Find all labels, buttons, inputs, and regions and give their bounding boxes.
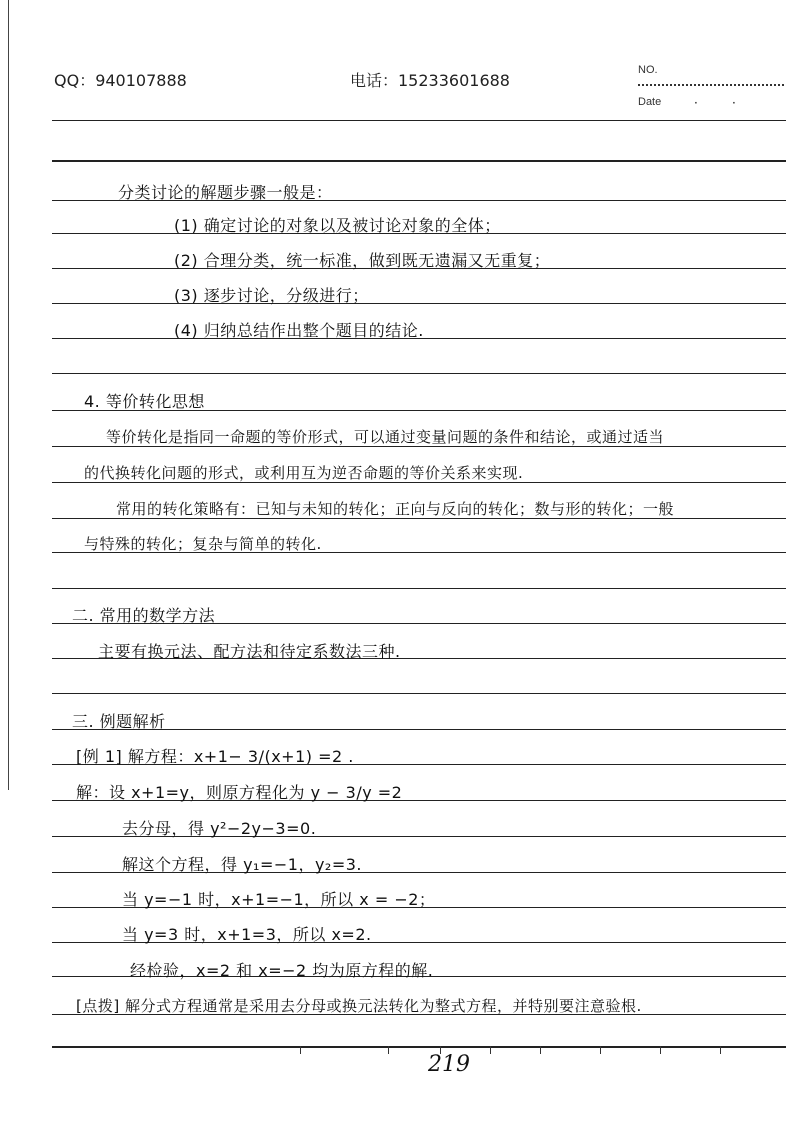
section-heading: 二. 常用的数学方法 bbox=[72, 606, 216, 625]
example-line: [例 1] 解方程：x+1− 3/(x+1) =2 . bbox=[76, 747, 354, 766]
solution-line: 当 y=3 时，x+1=3，所以 x=2. bbox=[122, 925, 372, 944]
ruled-line bbox=[52, 588, 786, 589]
text-line: (1) 确定讨论的对象以及被讨论对象的全体； bbox=[174, 216, 501, 235]
date-dot: · bbox=[694, 96, 698, 110]
phone-contact: 电话：15233601688 bbox=[350, 71, 510, 90]
ruled-line bbox=[52, 120, 786, 121]
text-line: 常用的转化策略有：已知与未知的转化；正向与反向的转化；数与形的转化；一般 bbox=[116, 500, 675, 518]
date-label: Date bbox=[638, 96, 662, 108]
tick-mark bbox=[388, 1046, 389, 1054]
text-line: 等价转化是指同一命题的等价形式，可以通过变量问题的条件和结论，或通过适当 bbox=[106, 428, 665, 446]
qq-contact: QQ：940107888 bbox=[54, 71, 187, 90]
no-label: NO. bbox=[638, 64, 658, 76]
ruled-line bbox=[52, 160, 786, 162]
solution-line: 经检验，x=2 和 x=−2 均为原方程的解. bbox=[130, 961, 434, 980]
tick-mark bbox=[720, 1046, 721, 1054]
no-dotted-line bbox=[638, 84, 784, 86]
text-line: 与特殊的转化；复杂与简单的转化. bbox=[84, 535, 322, 553]
tick-mark bbox=[600, 1046, 601, 1054]
tick-mark bbox=[540, 1046, 541, 1054]
page-number: 219 bbox=[428, 1052, 470, 1077]
date-dot: · bbox=[732, 96, 736, 110]
tick-mark bbox=[300, 1046, 301, 1054]
solution-line: 当 y=−1 时，x+1=−1，所以 x = −2； bbox=[122, 890, 436, 909]
solution-line: 解这个方程，得 y₁=−1，y₂=3. bbox=[122, 855, 363, 874]
ruled-line bbox=[52, 373, 786, 374]
solution-line: 解：设 x+1=y，则原方程化为 y − 3/y =2 bbox=[76, 783, 403, 802]
text-line: (2) 合理分类，统一标准，做到既无遗漏又无重复； bbox=[174, 251, 551, 270]
solution-line: 去分母，得 y²−2y−3=0. bbox=[122, 819, 317, 838]
text-line: 的代换转化问题的形式，或利用互为逆否命题的等价关系来实现. bbox=[84, 464, 524, 482]
text-line: 主要有换元法、配方法和待定系数法三种. bbox=[98, 642, 401, 661]
section-heading: 三. 例题解析 bbox=[72, 712, 166, 731]
ruled-line bbox=[52, 1046, 786, 1048]
margin-line bbox=[8, 0, 9, 790]
tip-line: [点拨] 解分式方程通常是采用去分母或换元法转化为整式方程，并特别要注意验根. bbox=[76, 997, 642, 1015]
text-line: (4) 归纳总结作出整个题目的结论. bbox=[174, 321, 424, 340]
section-heading: 4. 等价转化思想 bbox=[84, 392, 205, 411]
tick-mark bbox=[490, 1046, 491, 1054]
tick-mark bbox=[660, 1046, 661, 1054]
ruled-line bbox=[52, 693, 786, 694]
text-line: (3) 逐步讨论，分级进行； bbox=[174, 286, 369, 305]
text-line: 分类讨论的解题步骤一般是： bbox=[118, 183, 333, 202]
ruled-line bbox=[52, 303, 786, 304]
